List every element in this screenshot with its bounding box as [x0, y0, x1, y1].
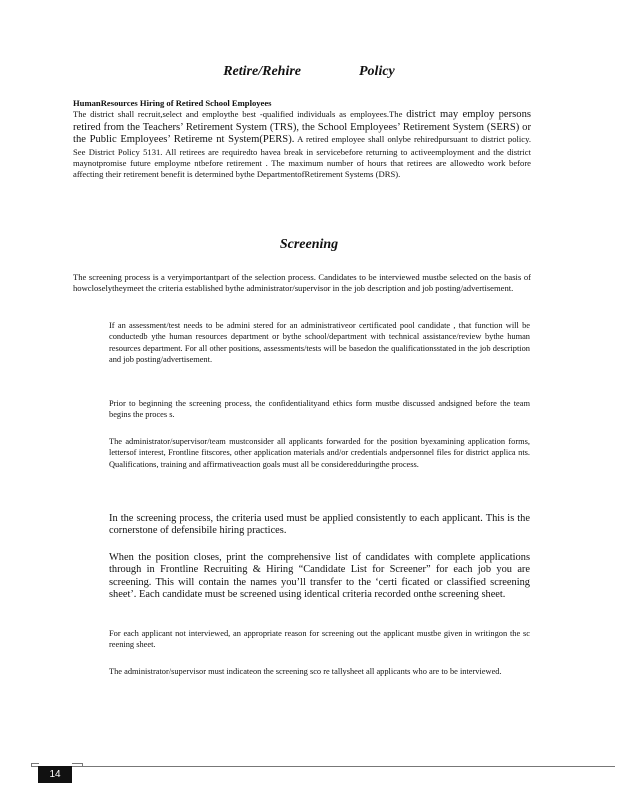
- bullet-text: The administrator/supervisor/team mustconsider all applicants forwarded for the position byexamining application forms, lettersof interest, Frontline fitscores, other application materials and/or credentials andpersonnel files for district applica nts. Qualifications, training and affirmativeaction goals must all be consideredduringthe process.: [109, 437, 530, 469]
- bullet-text: When the position closes, print the comprehensive list of candidates with complete applications through in Frontline Recruiting & Hiring “Candidate List for Screener” for each job you are screening. This will contain the names you’ll transfer to the ‘certi ficated or classified screening sheet’. Each candidate must be screened using identical criteria recorded onthe screening sheet.: [109, 552, 530, 601]
- retire-body-part-2: district may employ persons retired from the Teachers’ Retirement System (TRS), the School Employees’ Retirement System (SERS) or the Public Employees’ Retireme nt System(PERS).: [73, 109, 531, 146]
- screening-bullet: [90, 552, 530, 602]
- bullet-text: For each applicant not interviewed, an appropriate reason for screening out the applicant mustbe given in writingon the sc reening sheet.: [109, 629, 530, 650]
- bullet-text: Prior to beginning the screening process, the confidentialityand ethics form mustbe discussed andsigned before the team begins the proces s.: [109, 399, 530, 420]
- retire-rehire-heading: [0, 64, 618, 80]
- policy-title: Policy: [359, 64, 395, 79]
- retire-body-part-1: The district shall recruit,select and employthe best -qualified individuals as employees.The: [73, 109, 403, 120]
- footer-rule: [31, 766, 615, 767]
- screening-bullet: [90, 436, 530, 470]
- screening-heading: Screening: [279, 237, 339, 252]
- screening-bullet: [90, 398, 530, 421]
- screening-bullet: [90, 320, 530, 366]
- bullet-text: The administrator/supervisor must indicateon the screening sco re tallysheet all applicants who are to be interviewed.: [109, 667, 502, 676]
- bullet-text: In the screening process, the criteria used must be applied consistently to each applicant. This is the cornerstone of defensibile hiring practices.: [109, 513, 530, 537]
- retire-rehire-title: Retire/Rehire: [223, 64, 301, 79]
- hiring-retired-lead: HumanResources Hiring of Retired School Employees: [73, 98, 272, 108]
- screening-bullet: [90, 513, 530, 538]
- screening-intro: The screening process is a veryimportantpart of the selection process. Candidates to be interviewed mustbe selected on the basis of howcloselytheymeet the criteria established bythe administrator/supervisor in the job description and job posting/advertisement.: [73, 272, 531, 294]
- retire-body-part-3: A retired employee shall onlybe rehiredpursuant to district policy. See District Policy 5131. All retirees are requiredto havea break in servicebefore returning to activeemployment and the district maynotpromise future employme ntbefore retirement . The maximum number of hours that retirees are allowedto work before affecting their retirement benefit is determined bythe DepartmentofRetirement Systems (DRS).: [73, 134, 532, 180]
- screening-bullet: [90, 628, 530, 651]
- bullet-text: If an assessment/test needs to be admini stered for an administrativeor certificated pool candidate , that function will be conductedb ythe human resources department or bythe school/department with technical assistance/review bythe human resources department. For all other positions, assessments/tests will be basedon the qualificationsstated in the job description and job posting/advertisement.: [109, 321, 530, 365]
- retire-rehire-paragraph: [73, 98, 531, 181]
- footer-right-tab: [72, 763, 83, 767]
- page-number: 14: [38, 766, 72, 783]
- screening-bullet: [90, 666, 530, 677]
